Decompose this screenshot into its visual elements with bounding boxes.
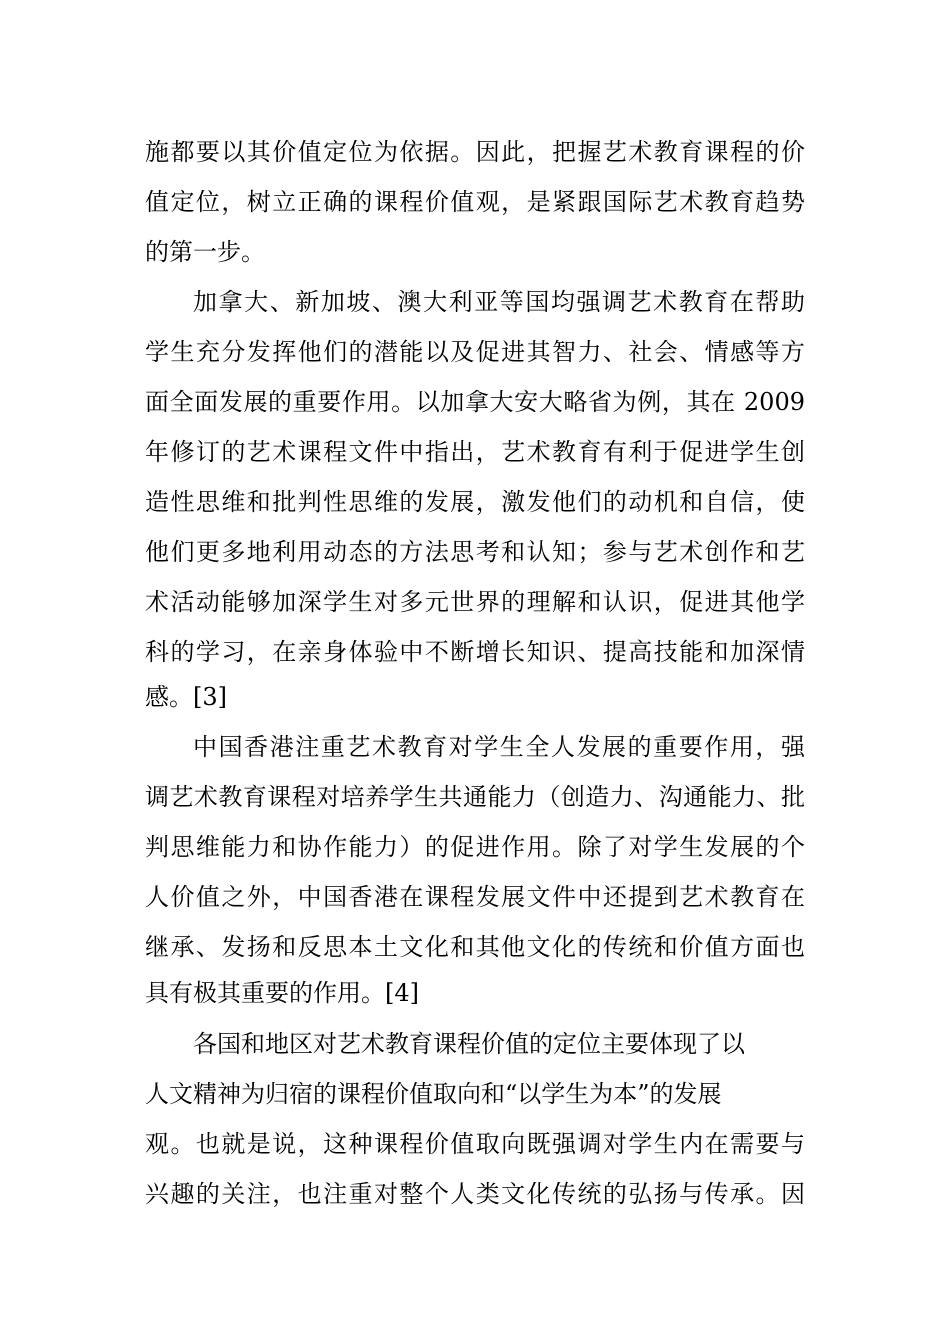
text-line: 术活动能够加深学生对多元世界的理解和认识，促进其他学 bbox=[145, 588, 805, 616]
text-line: 科的学习，在亲身体验中不断增长知识、提高技能和加深情 bbox=[145, 638, 805, 666]
text-line: 感。[3] bbox=[145, 683, 227, 711]
text-line: 中国香港注重艺术教育对学生全人发展的重要作用，强 bbox=[193, 733, 805, 761]
text-line: 具有极其重要的作用。[4] bbox=[145, 979, 419, 1007]
text-line: 判思维能力和协作能力）的促进作用。除了对学生发展的个 bbox=[145, 833, 805, 861]
text-line: 继承、发扬和反思本土文化和其他文化的传统和价值方面也 bbox=[145, 933, 805, 961]
text-line: 人价值之外，中国香港在课程发展文件中还提到艺术教育在 bbox=[145, 883, 805, 911]
text-line: 加拿大、新加坡、澳大利亚等国均强调艺术教育在帮助 bbox=[193, 288, 805, 316]
text-line: 面全面发展的重要作用。以加拿大安大略省为例，其在 2009 bbox=[145, 388, 805, 416]
text-line: 值定位，树立正确的课程价值观，是紧跟国际艺术教育趋势 bbox=[145, 188, 805, 216]
text-line: 学生充分发挥他们的潜能以及促进其智力、社会、情感等方 bbox=[145, 338, 805, 366]
text-line: 施都要以其价值定位为依据。因此，把握艺术教育课程的价 bbox=[145, 138, 805, 166]
text-line: 年修订的艺术课程文件中指出，艺术教育有利于促进学生创 bbox=[145, 438, 805, 466]
text-line: 的第一步。 bbox=[145, 238, 265, 266]
text-line: 人文精神为归宿的课程价值取向和“以学生为本”的发展 bbox=[145, 1080, 722, 1108]
text-line: 造性思维和批判性思维的发展，激发他们的动机和自信，使 bbox=[145, 488, 805, 516]
text-line: 观。也就是说，这种课程价值取向既强调对学生内在需要与 bbox=[145, 1130, 805, 1158]
text-line: 各国和地区对艺术教育课程价值的定位主要体现了以 bbox=[193, 1030, 745, 1058]
text-line: 他们更多地利用动态的方法思考和认知；参与艺术创作和艺 bbox=[145, 538, 805, 566]
text-line: 调艺术教育课程对培养学生共通能力（创造力、沟通能力、批 bbox=[145, 783, 805, 811]
text-line: 兴趣的关注，也注重对整个人类文化传统的弘扬与传承。因 bbox=[145, 1180, 805, 1208]
